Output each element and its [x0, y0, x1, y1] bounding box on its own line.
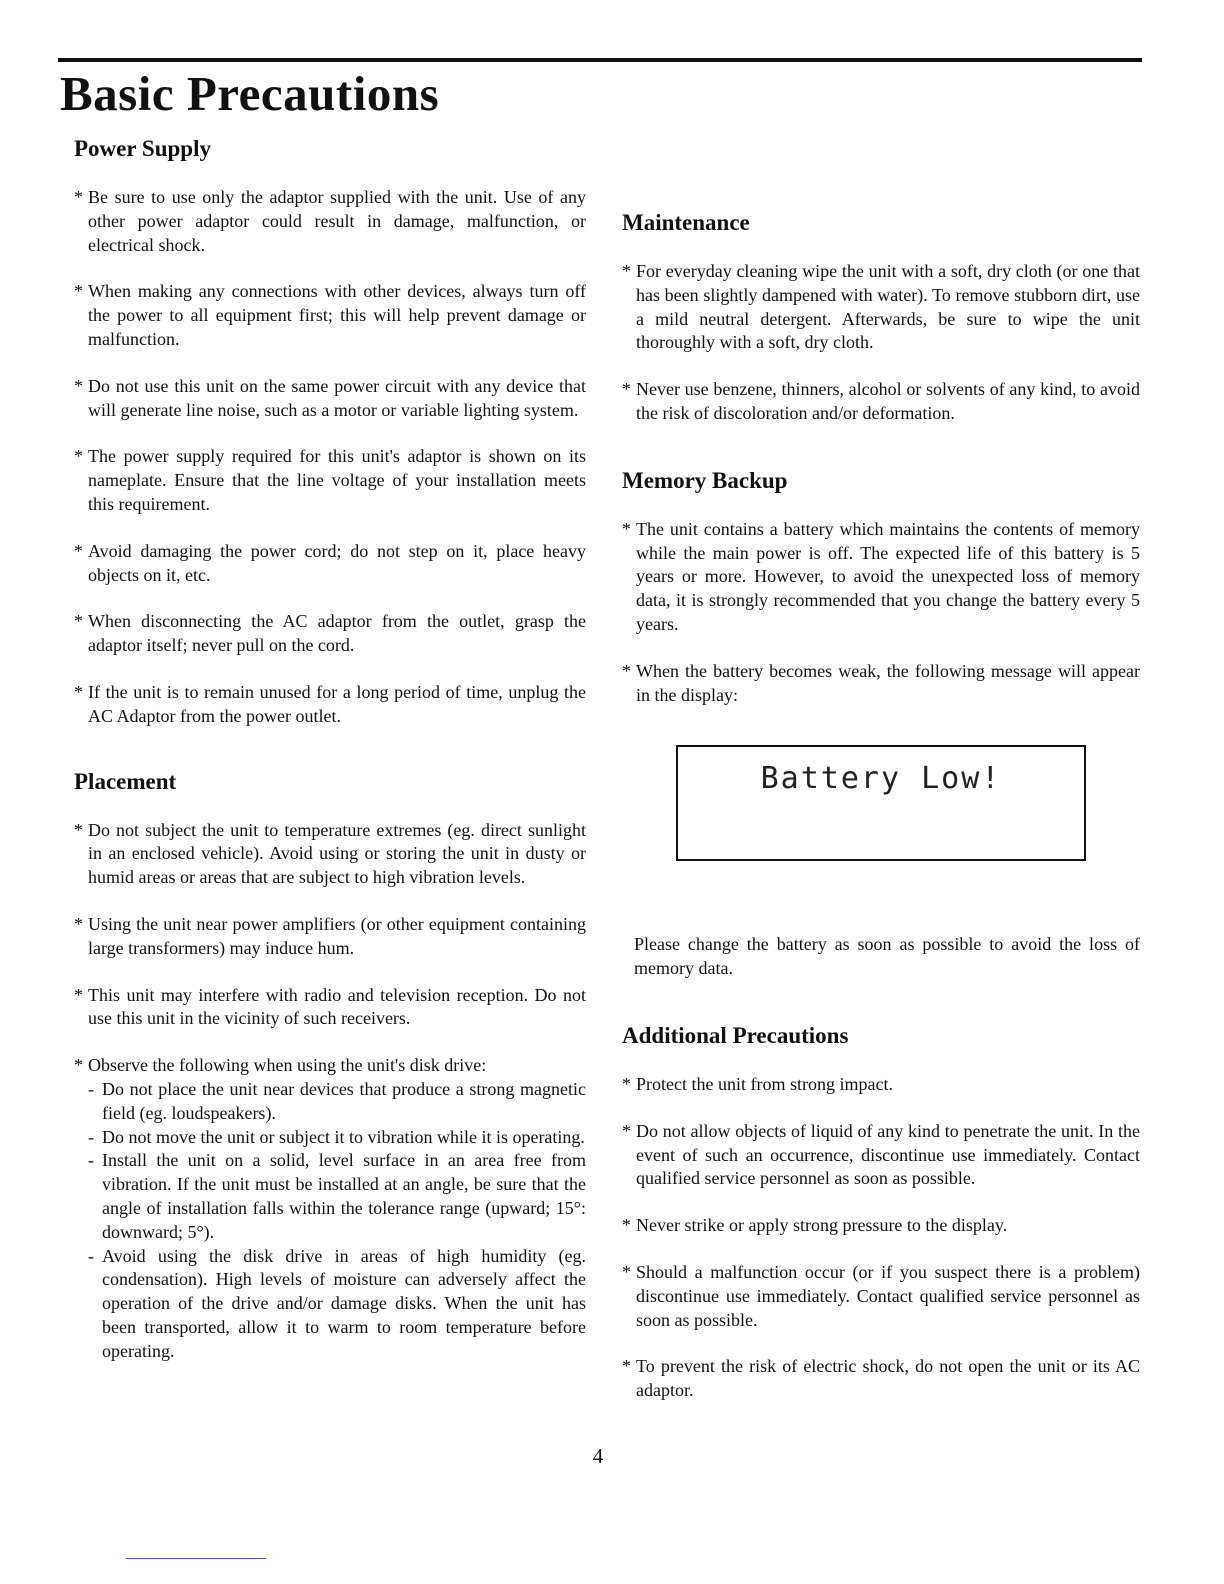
list-item: * The power supply required for this unit's adaptor is shown on its nameplate. Ensure that the line voltage of your installation meets this requirement. [74, 446, 586, 514]
list-item: * Do not subject the unit to temperature extremes (eg. direct sunlight in an enclosed vehicle). Avoid using or storing the unit in dusty or humid areas or areas that are subject to high vibration levels. [74, 819, 586, 888]
footer-line [126, 1558, 266, 1559]
left-column [74, 134, 586, 1363]
list-item: * Avoid damaging the power cord; do not step on it, place heavy objects on it, etc. [74, 540, 586, 585]
list-item: * This unit may interfere with radio and television reception. Do not use this unit in the vicinity of such receivers. [74, 984, 586, 1029]
list-item: * For everyday cleaning wipe the unit with a soft, dry cloth (or one that has been slightly dampened with water). To remove stubborn dirt, use a mild neutral detergent. Afterwards, be sure to wipe the unit thoroughly with a soft, dry cloth. [622, 261, 1140, 353]
header-rule [58, 58, 1142, 62]
page-title: Basic Precautions [60, 66, 440, 121]
power-supply-heading: Power Supply [74, 136, 211, 161]
sub-list-item: - Do not place the unit near devices that produce a strong magnetic field (eg. loudspeakers). [88, 1078, 586, 1123]
list-item: * Be sure to use only the adaptor supplied with the unit. Use of any other power adaptor could result in damage, malfunction, or electrical shock. [74, 187, 586, 255]
battery-note: Please change the battery as soon as possible to avoid the loss of memory data. [634, 934, 1140, 979]
additional-precautions-heading: Additional Precautions [622, 1022, 849, 1048]
list-item: * When making any connections with other devices, always turn off the power to all equipment first; this will help prevent damage or malfunction. [74, 281, 586, 349]
section-maintenance [622, 208, 1140, 426]
list-item: * Using the unit near power amplifiers (or other equipment containing large transformers) may induce hum. [74, 913, 586, 958]
disk-drive-sublist [74, 1078, 586, 1364]
list-item: * The unit contains a battery which maintains the contents of memory while the main power is off. The expected life of this battery is 5 years or more. However, to avoid the unexpected loss of memory data, it is strongly recommended that you change the battery every 5 years. [622, 518, 1140, 634]
placement-heading: Placement [74, 768, 177, 794]
lcd-display [676, 745, 1086, 861]
list-item: * When disconnecting the AC adaptor from the outlet, grasp the adaptor itself; never pull on the cord. [74, 611, 586, 656]
sub-list-item: - Install the unit on a solid, level surface in an area free from vibration. If the unit must be installed at an angle, be sure that the angle of installation falls within the tolerance range (upward; 15°: downward; 5°). [88, 1150, 586, 1242]
section-placement [74, 767, 586, 1364]
list-item: * To prevent the risk of electric shock, do not open the unit or its AC adaptor. [622, 1356, 1140, 1401]
list-item: * Never strike or apply strong pressure to the display. [622, 1215, 1008, 1236]
list-item: * Do not allow objects of liquid of any kind to penetrate the unit. In the event of such an occurrence, discontinue use immediately. Contact qualified service personnel as soon as possible. [622, 1120, 1140, 1189]
memory-backup-heading: Memory Backup [622, 467, 788, 493]
right-column [622, 208, 1140, 1403]
page-number: 4 [592, 1444, 604, 1468]
list-item: * Never use benzene, thinners, alcohol or solvents of any kind, to avoid the risk of discoloration and/or deformation. [622, 379, 1140, 423]
list-item: * When the battery becomes weak, the following message will appear in the display: [622, 660, 1140, 705]
list-item: * Should a malfunction occur (or if you suspect there is a problem) discontinue use immediately. Contact qualified service personnel as soon as possible. [622, 1261, 1140, 1330]
section-memory-backup [622, 466, 1140, 981]
section-power-supply [74, 134, 586, 729]
battery-low-message: Battery Low! [760, 761, 1002, 797]
list-item: * Do not use this unit on the same power circuit with any device that will generate line noise, such as a motor or variable lighting system. [74, 375, 586, 420]
section-additional-precautions [622, 1021, 1140, 1403]
list-item: * Observe the following when using the unit's disk drive: [74, 1055, 487, 1076]
maintenance-heading: Maintenance [622, 210, 750, 235]
list-item: * Protect the unit from strong impact. [622, 1073, 893, 1094]
sub-list-item: - Do not move the unit or subject it to vibration while it is operating. [88, 1126, 585, 1147]
sub-list-item: - Avoid using the disk drive in areas of high humidity (eg. condensation). High levels of moisture can adversely affect the operation of the drive and/or damage disks. When the unit has been transported, allow it to warm to room temperature before operating. [88, 1245, 586, 1361]
list-item: * If the unit is to remain unused for a long period of time, unplug the AC Adaptor from the power outlet. [74, 681, 586, 726]
